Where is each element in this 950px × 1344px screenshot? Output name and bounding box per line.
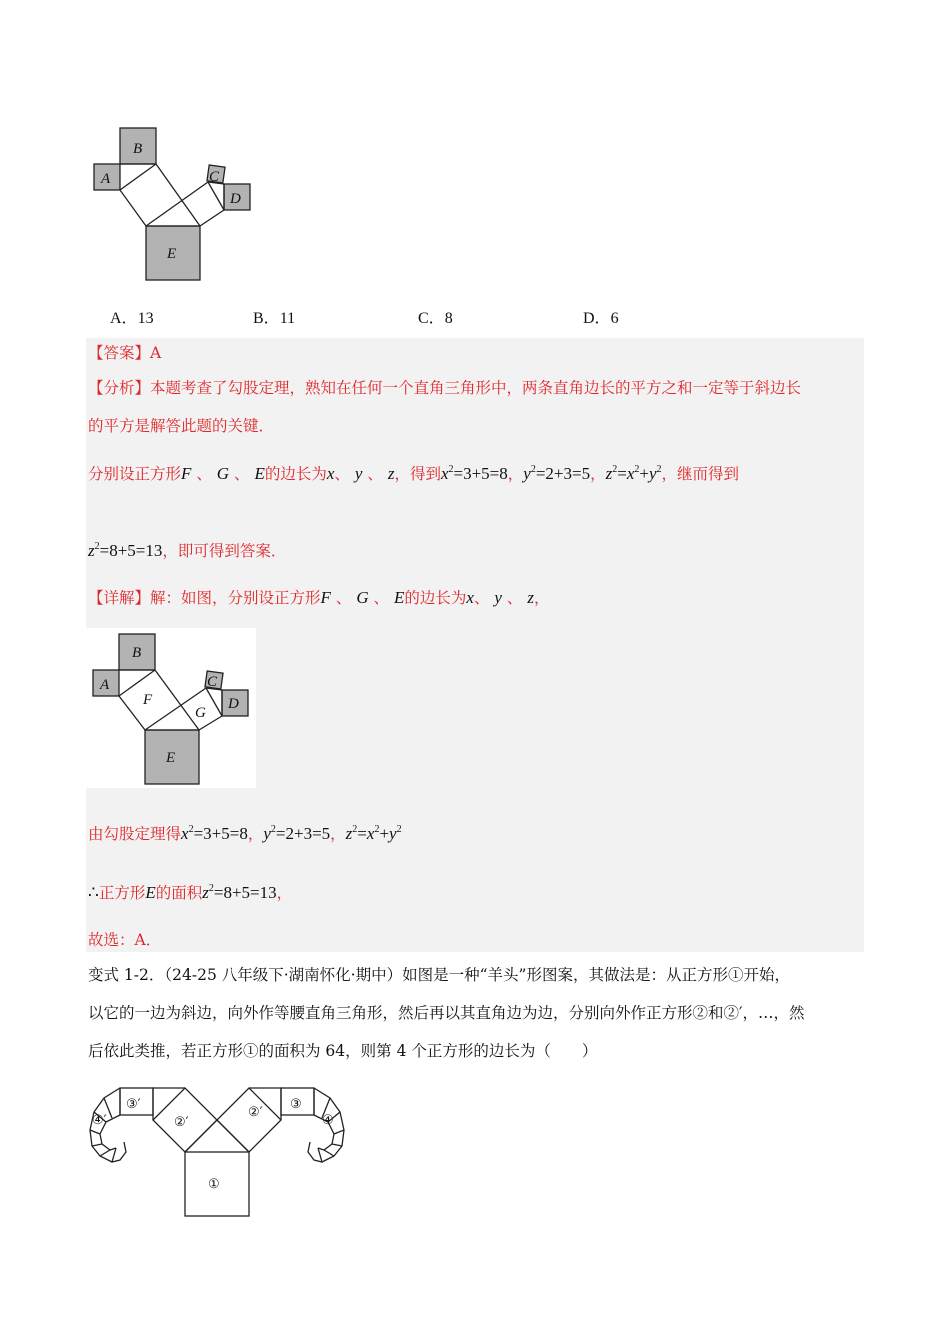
choose-line: 故选：A． — [88, 931, 162, 949]
svg-text:②′: ②′ — [174, 1115, 189, 1130]
variant-line3: 后依此类推，若正方形①的面积为 64，则第 4 个正方形的边长为（ ） — [88, 1042, 598, 1060]
svg-text:C: C — [207, 674, 218, 690]
svg-text:②′: ②′ — [248, 1105, 263, 1120]
detail-line: 【详解】解：如图，分别设正方形F 、 G 、 E的边长为x、 y 、 z， — [88, 588, 550, 607]
svg-text:④: ④ — [322, 1113, 334, 1128]
svg-text:③: ③ — [290, 1097, 302, 1112]
ram-head-figure — [86, 1082, 356, 1222]
label-d: D — [230, 191, 241, 207]
area-conclusion: ∴正方形E的面积$z^2=8+5=13$， — [88, 883, 293, 902]
option-d[interactable]: D．6 — [583, 310, 619, 327]
option-a[interactable]: A．13 — [110, 310, 154, 327]
svg-text:④′: ④′ — [92, 1113, 107, 1128]
label-b: B — [133, 141, 143, 157]
analysis-line2: 的平方是解答此题的关键． — [88, 417, 275, 435]
svg-text:①: ① — [208, 1177, 220, 1192]
svg-text:F: F — [143, 692, 153, 708]
svg-text:A: A — [100, 677, 110, 693]
svg-text:③′: ③′ — [126, 1097, 141, 1112]
svg-text:G: G — [195, 705, 206, 721]
analysis-line1: 【分析】本题考查了勾股定理，熟知在任何一个直角三角形中，两条直角边长的平方之和一定等于斜边长 — [88, 379, 802, 397]
labeled-pythagoras-figure — [86, 628, 256, 788]
label-c: C — [209, 169, 220, 185]
option-b[interactable]: B．11 — [253, 310, 296, 327]
svg-text:D: D — [228, 696, 239, 712]
variant-line2: 以它的一边为斜边，向外作等腰直角三角形，然后再以其直角边为边，分别向外作正方形②和②′，…，然 — [88, 1004, 805, 1022]
analysis-setup-line: 分别设正方形F 、 G 、 E的边长为x、 y 、 z，得到$x^2=3+5=8$，$y^2=2+3=5$，$z^2=x^2+y^2$，继而得到 — [88, 464, 740, 483]
svg-text:E: E — [166, 750, 176, 766]
pythagoras-equations: 由勾股定理得$x^2=3+5=8$，$y^2=2+3=5$，$z^2=x^2+y^2$ — [88, 824, 402, 843]
label-e: E — [167, 246, 177, 262]
option-c[interactable]: C．8 — [418, 310, 453, 327]
analysis-result-line: $z^2=8+5=13$，即可得到答案． — [88, 541, 287, 560]
variant-line1: 变式 1-2．（24-25 八年级下·湖南怀化·期中）如图是一种“羊头”形图案，其做法是：从正方形①开始， — [88, 966, 790, 984]
svg-text:B: B — [132, 645, 142, 661]
label-a: A — [101, 171, 111, 187]
pythagoras-figure — [86, 120, 266, 295]
answer-line: 【答案】A — [88, 344, 162, 362]
